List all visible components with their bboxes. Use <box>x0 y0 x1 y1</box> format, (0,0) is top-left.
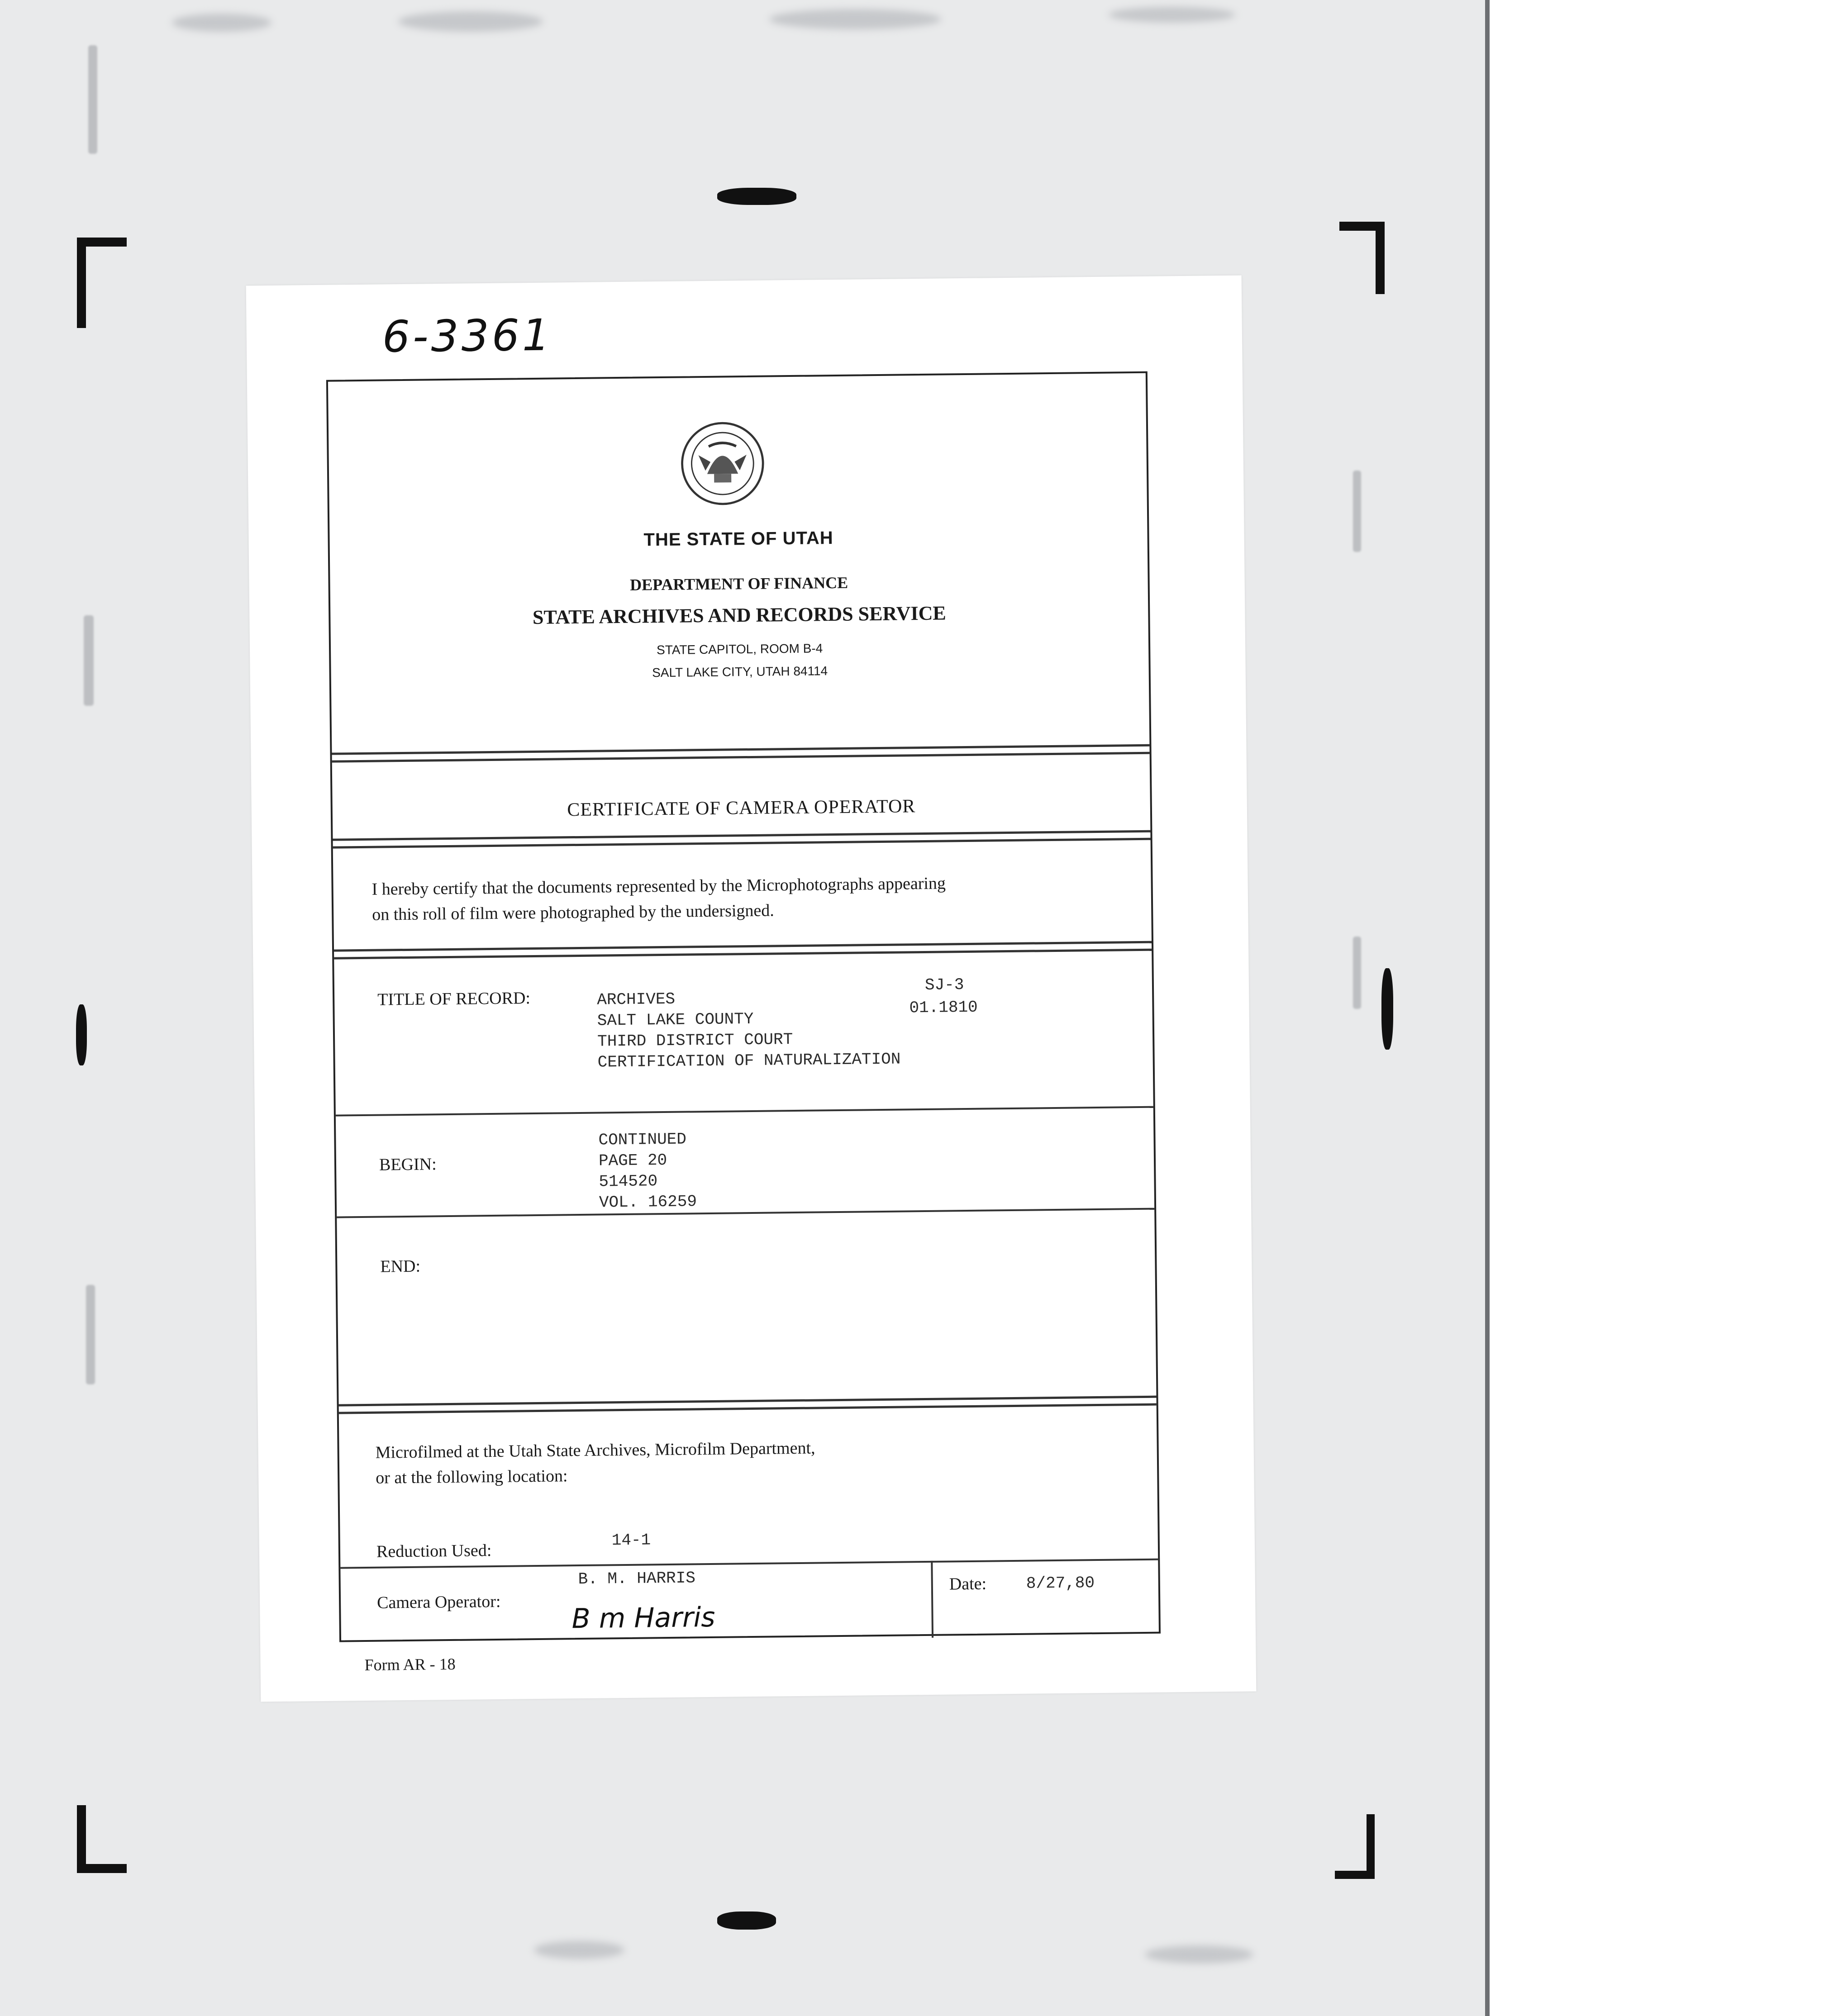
record-line: CERTIFICATION OF NATURALIZATION <box>597 1050 901 1072</box>
film-streak <box>1353 937 1361 1009</box>
end-label: END: <box>380 1256 421 1276</box>
handwritten-reference-number: 6-3361 <box>382 309 553 362</box>
form-box <box>326 371 1161 1642</box>
date-value: 8/27,80 <box>1026 1574 1095 1593</box>
registration-mark-bottom <box>717 1911 776 1930</box>
form-number: Form AR - 18 <box>364 1655 456 1674</box>
begin-line: VOL. 16259 <box>599 1192 697 1212</box>
camera-operator-label: Camera Operator: <box>376 1592 501 1612</box>
crop-mark-bottom-left <box>77 1805 127 1873</box>
film-streak <box>84 615 94 706</box>
film-smudge <box>398 11 543 32</box>
record-line: THIRD DISTRICT COURT <box>597 1030 793 1051</box>
record-number: 01.1810 <box>909 998 978 1018</box>
title-of-record-label: TITLE OF RECORD: <box>377 989 531 1009</box>
statement-line: on this roll of film were photographed by the undersigned. <box>372 901 775 924</box>
service-name: STATE ARCHIVES AND RECORDS SERVICE <box>532 602 946 629</box>
film-streak <box>86 1285 95 1384</box>
begin-line: PAGE 20 <box>598 1151 667 1170</box>
camera-operator-name: B. M. HARRIS <box>578 1569 696 1589</box>
certificate-title: CERTIFICATE OF CAMERA OPERATOR <box>567 796 916 821</box>
date-column-divider <box>931 1561 933 1638</box>
reduction-used-value: 14-1 <box>611 1531 651 1550</box>
address-line: STATE CAPITOL, ROOM B-4 <box>656 641 823 657</box>
film-smudge <box>769 9 941 29</box>
state-seal-icon <box>679 420 766 507</box>
registration-mark-top <box>717 188 796 205</box>
record-code: SJ-3 <box>924 975 964 994</box>
section-divider <box>339 1396 1157 1414</box>
crop-mark-top-left <box>77 238 127 328</box>
film-streak <box>1353 471 1361 552</box>
record-line: ARCHIVES <box>597 989 676 1009</box>
statement-line: I hereby certify that the documents represented by the Microphotographs appearing <box>371 874 946 899</box>
section-divider <box>333 830 1150 849</box>
camera-operator-signature: B m Harris <box>571 1601 715 1635</box>
microfilm-location-text <box>375 1436 815 1491</box>
microfilm-line: Microfilmed at the Utah State Archives, Microfilm Department, <box>375 1438 815 1462</box>
section-divider <box>334 941 1152 960</box>
film-smudge <box>1145 1945 1253 1964</box>
begin-label: BEGIN: <box>379 1155 437 1174</box>
crop-mark-top-right <box>1339 222 1385 294</box>
state-name: THE STATE OF UTAH <box>643 528 833 550</box>
begin-line: CONTINUED <box>598 1130 687 1150</box>
registration-mark-right <box>1381 968 1393 1050</box>
film-smudge <box>534 1941 624 1959</box>
department-name: DEPARTMENT OF FINANCE <box>629 573 848 594</box>
section-divider <box>336 1106 1153 1117</box>
title-of-record-value <box>597 987 901 1073</box>
begin-line: 514520 <box>599 1172 658 1191</box>
reduction-used-label: Reduction Used: <box>376 1541 492 1561</box>
date-label: Date: <box>949 1574 987 1594</box>
film-smudge <box>1109 7 1235 23</box>
film-edge <box>1485 0 1490 2016</box>
certificate-statement <box>371 869 1119 927</box>
record-line: SALT LAKE COUNTY <box>597 1009 754 1030</box>
crop-mark-bottom-right <box>1335 1814 1375 1879</box>
address-line: SALT LAKE CITY, UTAH 84114 <box>652 664 828 680</box>
section-divider <box>337 1208 1154 1218</box>
film-smudge <box>172 14 271 32</box>
begin-value <box>598 1129 697 1213</box>
microfilm-line: or at the following location: <box>376 1466 568 1488</box>
film-streak <box>88 45 97 154</box>
letterhead <box>328 373 1149 753</box>
certificate-document <box>246 276 1257 1702</box>
registration-mark-left <box>76 1004 87 1065</box>
